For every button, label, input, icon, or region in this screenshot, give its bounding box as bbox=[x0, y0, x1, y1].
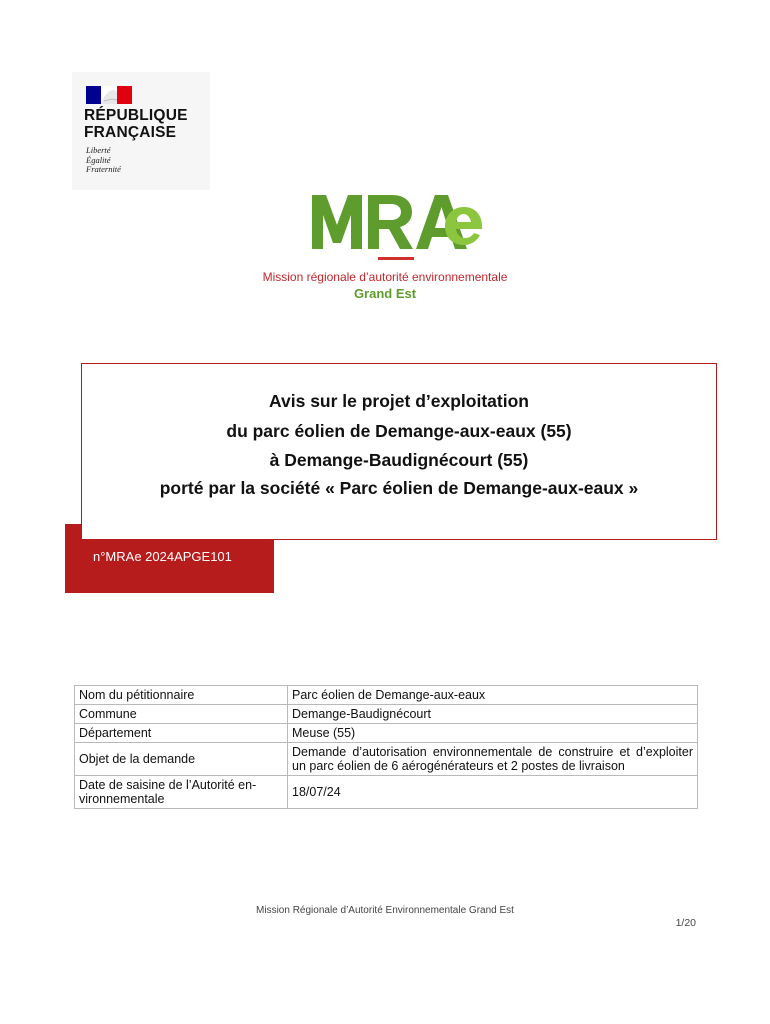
table-row bbox=[75, 686, 698, 705]
table-row bbox=[75, 724, 698, 743]
rf-name: RÉPUBLIQUE FRANÇAISE bbox=[84, 107, 188, 141]
table-row bbox=[75, 776, 698, 809]
mrae-subtitle: Mission régionale d’autorité environnementale bbox=[262, 270, 508, 284]
rf-motto: Liberté Égalité Fraternité bbox=[86, 145, 121, 174]
row-value: 18/07/24 bbox=[288, 776, 698, 809]
row-value: Demande d’autorisation environnementale de construire et d’exploiter un parc éolien de 6 aérogénérateurs et 2 postes de livraison bbox=[288, 743, 698, 776]
row-label: Objet de la demande bbox=[75, 743, 288, 776]
row-value: Demange-Baudignécourt bbox=[288, 705, 698, 724]
table-row bbox=[75, 705, 698, 724]
row-label: Nom du pétitionnaire bbox=[75, 686, 288, 705]
title-box bbox=[81, 363, 717, 540]
title-line: Avis sur le projet d’exploitation bbox=[269, 391, 529, 411]
row-value: Meuse (55) bbox=[288, 724, 698, 743]
mrae-logo bbox=[312, 185, 487, 251]
republique-francaise-logo bbox=[72, 72, 210, 190]
footer-text: Mission Régionale d’Autorité Environnementale Grand Est bbox=[256, 905, 514, 916]
title-line: à Demange-Baudignécourt (55) bbox=[269, 450, 529, 470]
mrae-underline bbox=[378, 257, 414, 260]
row-label: Date de saisine de l’Autorité en-vironnementale bbox=[75, 776, 288, 809]
page-number: 1/20 bbox=[675, 917, 696, 929]
title-line: porté par la société « Parc éolien de Demange-aux-eaux » bbox=[159, 478, 639, 498]
mrae-region: Grand Est bbox=[353, 286, 417, 301]
table-row bbox=[75, 743, 698, 776]
row-label: Commune bbox=[75, 705, 288, 724]
marianne-flag-icon bbox=[86, 86, 132, 104]
reference-number: n°MRAe 2024APGE101 bbox=[93, 549, 232, 564]
info-table bbox=[74, 685, 698, 809]
title-line: du parc éolien de Demange-aux-eaux (55) bbox=[226, 421, 572, 441]
row-value: Parc éolien de Demange-aux-eaux bbox=[288, 686, 698, 705]
row-label: Département bbox=[75, 724, 288, 743]
